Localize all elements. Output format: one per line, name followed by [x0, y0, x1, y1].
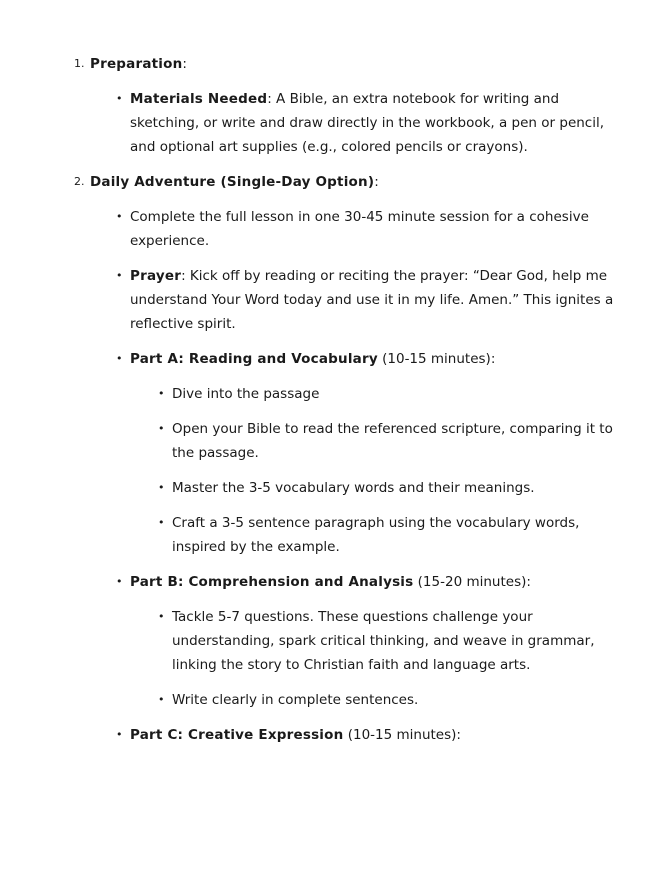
list-item-text-segment: Master the 3-5 vocabulary words and their meanings. [172, 480, 535, 496]
list-item-text-bold-segment: Preparation [90, 56, 183, 72]
list-item-text [130, 723, 618, 747]
bullet-list-item [74, 723, 618, 747]
bullet-icon: • [116, 352, 123, 365]
numbered-list-item [74, 52, 618, 76]
list-item-text-segment: Open your Bible to read the referenced scripture, comparing it to the passage. [172, 421, 613, 461]
list-item-text-segment: Tackle 5-7 questions. These questions challenge your understanding, spark critical thinking, and weave in grammar, linking the story to Christian faith and language arts. [172, 609, 595, 673]
list-item-text [130, 205, 618, 253]
list-item-text [172, 382, 618, 406]
bullet-icon: • [116, 728, 123, 741]
bullet-icon: • [158, 387, 165, 400]
bullet-icon: • [116, 92, 123, 105]
list-item-text-bold-segment: Part A: Reading and Vocabulary [130, 351, 378, 367]
bullet-list-item [74, 87, 618, 159]
bullet-list-item [74, 476, 618, 500]
bullet-list-item [74, 205, 618, 253]
list-item-text [172, 417, 618, 465]
list-item-text-segment: (10-15 minutes): [343, 727, 461, 743]
list-item-text-segment: (15-20 minutes): [413, 574, 531, 590]
bullet-icon: • [158, 516, 165, 529]
list-item-text-bold-segment: Part B: Comprehension and Analysis [130, 574, 414, 590]
bullet-icon: • [158, 481, 165, 494]
bullet-list-item [74, 347, 618, 371]
list-item-text-segment: Dive into the passage [172, 386, 320, 402]
bullet-icon: • [158, 693, 165, 706]
list-item-text [172, 688, 618, 712]
bullet-icon: • [116, 575, 123, 588]
list-item-text-bold-segment: Daily Adventure (Single-Day Option) [90, 174, 375, 190]
bullet-icon: • [116, 269, 123, 282]
list-item-text [130, 87, 618, 159]
list-item-text-segment: Write clearly in complete sentences. [172, 692, 419, 708]
bullet-icon: • [158, 422, 165, 435]
bullet-list-item [74, 688, 618, 712]
list-item-text-segment: Craft a 3-5 sentence paragraph using the vocabulary words, inspired by the example. [172, 515, 580, 555]
bullet-list-item [74, 605, 618, 677]
list-item-text-segment: : [374, 174, 379, 190]
list-number: 2. [74, 175, 85, 188]
bullet-list-item [74, 511, 618, 559]
numbered-list-item [74, 170, 618, 194]
bullet-list-item [74, 570, 618, 594]
list-item-text-segment: (10-15 minutes): [377, 351, 496, 367]
list-item-text-segment: : A Bible, an extra notebook for writing and sketching, or write and draw directly in the workbook, a pen or pencil, and optional art supplies (e.g., colored pencils or crayons). [130, 91, 605, 155]
document-list [74, 52, 618, 747]
bullet-icon: • [158, 610, 165, 623]
list-item-text [172, 476, 618, 500]
bullet-list-item [74, 382, 618, 406]
bullet-icon: • [116, 210, 123, 223]
list-item-text-segment: : [182, 56, 187, 72]
list-item-text-bold-segment: Materials Needed [130, 91, 268, 107]
list-item-text-segment: Complete the full lesson in one 30-45 minute session for a cohesive experience. [130, 209, 589, 249]
list-item-text-segment: : Kick off by reading or reciting the prayer: “Dear God, help me understand Your Word today and use it in my life. Amen.” This ignites a reflective spirit. [130, 268, 614, 332]
bullet-list-item [74, 417, 618, 465]
list-item-text-bold-segment: Prayer [130, 268, 182, 284]
list-item-text-bold-segment: Part C: Creative Expression [130, 727, 344, 743]
list-item-text [172, 511, 618, 559]
list-item-text [130, 347, 618, 371]
list-number: 1. [74, 57, 85, 70]
list-item-text [130, 570, 618, 594]
list-item-text [172, 605, 618, 677]
bullet-list-item [74, 264, 618, 336]
list-item-text [130, 264, 618, 336]
list-item-text [90, 52, 618, 76]
list-item-text [90, 170, 618, 194]
